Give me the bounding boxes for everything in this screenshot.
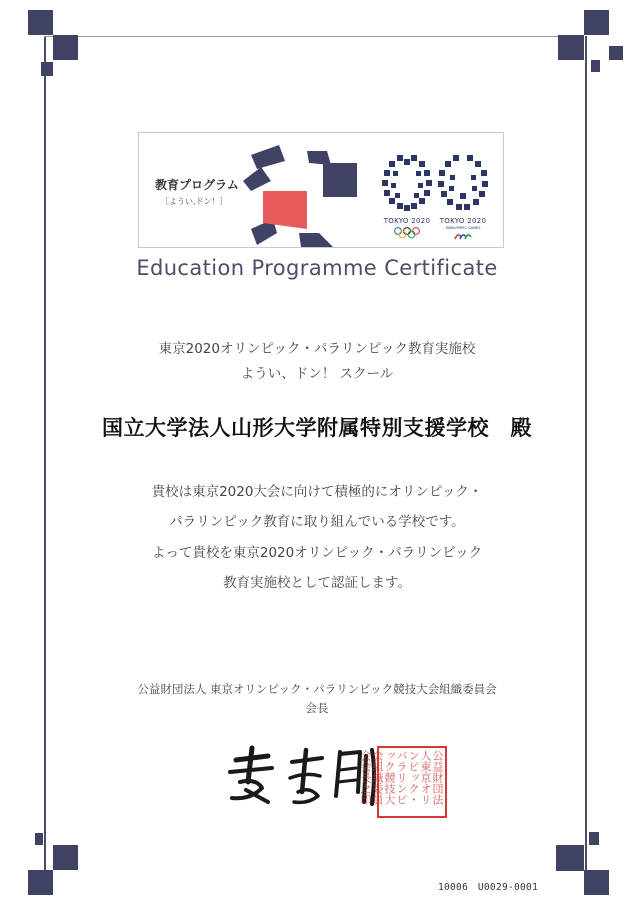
frame-corner-square (53, 845, 78, 870)
paralympic-sublabel: PARALYMPIC GAMES (445, 226, 481, 230)
designation-line: ようい、ドン！ スクール (240, 366, 394, 382)
graphic-bar (243, 167, 271, 191)
frame-corner-square (609, 46, 623, 60)
olympic-emblem (379, 153, 435, 233)
frame-corner-square (556, 845, 584, 871)
graphic-bar (251, 145, 285, 169)
frame-corner-square (584, 10, 609, 35)
designation-line: 東京2020オリンピック・パラリンピック教育実施校 (158, 341, 476, 357)
program-subtitle: ［ようい,ドン！］ (161, 197, 228, 206)
frame-corner-square (589, 832, 599, 845)
recipient-name: 国立大学法人山形大学附属特別支援学校 殿 (102, 415, 532, 440)
issuer-title: 会長 (305, 701, 329, 715)
graphic-square-red (263, 191, 307, 229)
frame-corner-square (591, 60, 600, 72)
paralympic-emblem (435, 153, 491, 233)
issuer-organization: 公益財団法人 東京オリンピック・パラリンピック競技大会組織委員会 (137, 682, 497, 696)
graphic-bar (307, 151, 331, 165)
body-text-line: パラリンピック教育に取り組んでいる学校です。 (169, 514, 465, 530)
frame-corner-square (584, 870, 609, 895)
paralympic-label: TOKYO 2020 (439, 217, 487, 225)
olympic-label: TOKYO 2020 (383, 217, 431, 225)
programme-banner (138, 132, 504, 248)
frame-corner-square (28, 10, 53, 35)
graphic-square-navy (323, 163, 357, 197)
graphic-bar (299, 233, 333, 247)
paralympic-agitos-icon (453, 231, 473, 241)
seal-lettering: 公益財団法人東京オリンピック・パラリンピック競技大会組織委員会会長之印 (359, 750, 444, 805)
official-seal (359, 746, 447, 818)
frame-left-line (44, 36, 46, 874)
frame-top-left-line (44, 36, 584, 37)
olympic-rings-icon (392, 227, 422, 239)
signature-image (222, 742, 382, 812)
certificate-heading: Education Programme Certificate (136, 256, 498, 280)
frame-corner-square (41, 62, 53, 76)
serial-number: 10006 U0029-0001 (438, 882, 539, 893)
frame-corner-square (35, 833, 43, 845)
program-title: 教育プログラム (155, 178, 239, 192)
frame-corner-square (28, 870, 53, 895)
body-text-line: 教育実施校として認証します。 (223, 575, 411, 591)
frame-corner-square (558, 35, 584, 60)
body-text-line: よって貴校を東京2020オリンピック・パラリンピック (151, 545, 483, 561)
body-text-line: 貴校は東京2020大会に向けて積極的にオリンピック・ (151, 484, 483, 500)
frame-right-line (585, 36, 587, 874)
frame-corner-square (53, 35, 78, 60)
